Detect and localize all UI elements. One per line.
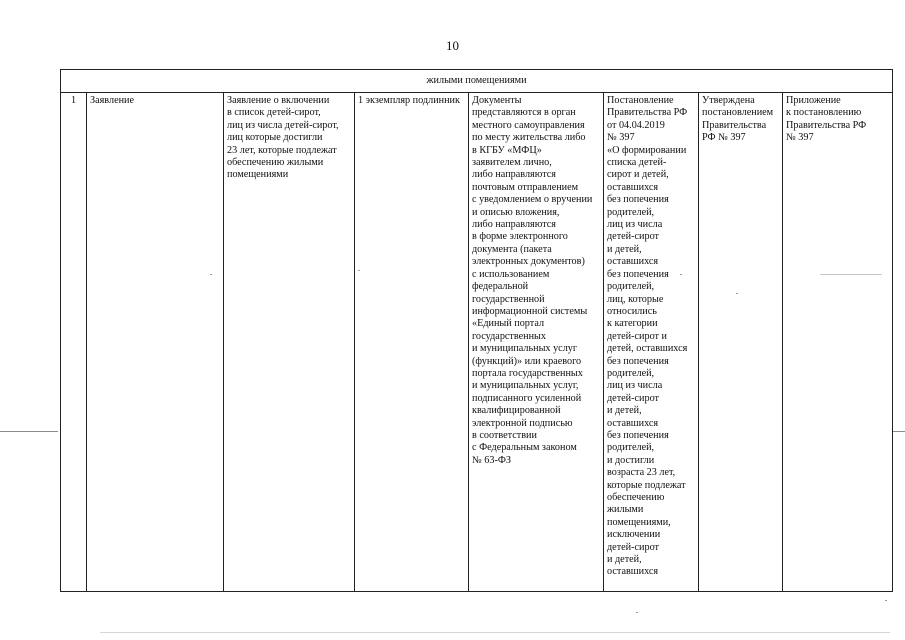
- table-row: [61, 93, 893, 592]
- scan-artifact-line: [820, 274, 882, 275]
- legal-basis-cell: Постановление Правительства РФ от 04.04.2019 № 397 «О формировании списка детей- сирот и детей, оставшихся без попечения родителей, лиц из числа детей-сирот и детей, оставшихся без попечения родителей, лиц, которые относились к категории детей-сирот и детей, оставшихся без попечения родителей, лиц из числа детей-сирот и детей, оставшихся без попечения родителей, и достигли возраста 23 лет, которые подлежат обеспечению жилыми помещениями, исключении детей-сирот и детей, оставшихся: [604, 93, 699, 592]
- documents-table: [60, 69, 893, 592]
- scan-artifact-line: [893, 431, 905, 432]
- section-title: жилыми помещениями: [61, 70, 893, 93]
- scan-artifact-line: [100, 632, 890, 633]
- page-number: 10: [446, 38, 459, 53]
- section-header-row: [61, 70, 893, 93]
- scan-artifact-dot: [680, 274, 682, 275]
- scan-artifact-dot: [736, 293, 738, 294]
- document-description-cell: Заявление о включении в список детей-сирот, лиц из числа детей-сирот, лиц которые достигли 23 лет, которые подлежат обеспечению жилыми помещениями: [224, 93, 355, 592]
- document-name-cell: Заявление: [87, 93, 224, 592]
- form-reference-cell: Приложение к постановлению Правительства РФ № 397: [783, 93, 893, 592]
- form-approval-cell: Утверждена постановлением Правительства РФ № 397: [699, 93, 783, 592]
- row-number-cell: 1: [61, 93, 87, 592]
- scan-artifact-dot: [636, 612, 638, 613]
- submission-method-cell: Документы представляются в орган местного самоуправления по месту жительства либо в КГБУ «МФЦ» заявителем лично, либо направляются почтовым отправлением с уведомлением о вручении и описью вложения, либо направляются в форме электронного документа (пакета электронных документов) с использованием федеральной государственной информационной системы «Единый портал государственных и муниципальных услуг (функций)» или краевого портала государственных и муниципальных услуг, подписанного усиленной квалифицированной электронной подписью в соответствии с Федеральным законом № 63-ФЗ: [469, 93, 604, 592]
- scan-artifact-dot: [885, 600, 887, 601]
- quantity-cell: 1 экземпляр подлинник: [355, 93, 469, 592]
- scan-artifact-dot: [210, 274, 212, 275]
- scan-artifact-line: [0, 431, 58, 432]
- scan-artifact-dot: [358, 270, 360, 271]
